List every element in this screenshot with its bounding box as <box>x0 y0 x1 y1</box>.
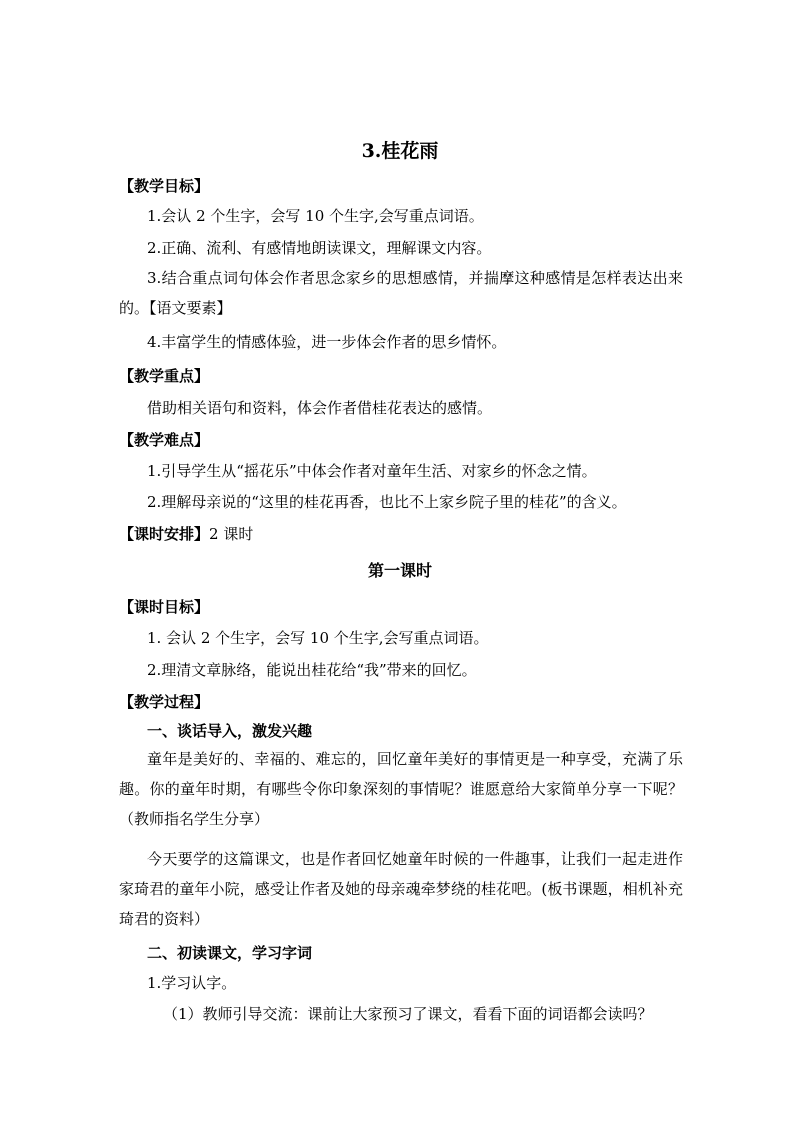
key-points-text: 借助相关语句和资料，体会作者借桂花表达的感情。 <box>147 399 493 417</box>
difficulty-item-2: 2.理解母亲说的“这里的桂花再香，也比不上家乡院子里的桂花”的含义。 <box>147 493 627 511</box>
lesson1-objectives-heading: 【课时目标】 <box>119 598 210 616</box>
process-heading: 【教学过程】 <box>119 693 210 711</box>
objective-item-3: 3.结合重点词句体会作者思念家乡的思想感情，并揣摩这种感情是怎样表达出来的。【语文要素】 <box>119 269 683 317</box>
schedule-heading: 【课时安排】 <box>119 525 210 543</box>
objective-item-1: 1.会认 2 个生字，会写 10 个生字,会写重点词语。 <box>147 207 484 225</box>
step2-heading: 二、初读课文，学习字词 <box>147 944 313 962</box>
step1-paragraph-2: 今天要学的这篇课文，也是作者回忆她童年时候的一件趣事，让我们一起走进作家琦君的童年小院，感受让作者及她的母亲魂牵梦绕的桂花吧。(板书课题，相机补充琦君的资料） <box>119 850 683 928</box>
lesson1-objective-2: 2.理清文章脉络，能说出桂花给“我”带来的回忆。 <box>147 661 477 679</box>
objectives-heading: 【教学目标】 <box>119 177 210 195</box>
schedule-line <box>119 523 689 545</box>
lesson1-title: 第一课时 <box>367 561 432 580</box>
lesson1-objective-1: 1. 会认 2 个生字，会写 10 个生字,会写重点词语。 <box>147 629 489 647</box>
schedule-value: 2 课时 <box>209 525 254 543</box>
step1-paragraph-1: 童年是美好的、幸福的、难忘的，回忆童年美好的事情更是一种享受，充满了乐趣。你的童年时期，有哪些令你印象深刻的事情呢？谁愿意给大家简单分享一下呢？（教师指名学生分享） <box>119 750 683 828</box>
key-points-heading: 【教学重点】 <box>119 367 210 385</box>
objective-item-4: 4.丰富学生的情感体验，进一步体会作者的思乡情怀。 <box>147 333 507 351</box>
step1-heading: 一、谈话导入，激发兴趣 <box>147 722 313 740</box>
lesson-title: 3.桂花雨 <box>361 140 439 162</box>
step2-sub1: 1.学习认字。 <box>147 974 237 992</box>
difficulties-heading: 【教学难点】 <box>119 431 210 449</box>
difficulty-item-1: 1.引导学生从“摇花乐”中体会作者对童年生活、对家乡的怀念之情。 <box>147 462 597 480</box>
step2-sub1a: （1）教师引导交流：课前让大家预习了课文，看看下面的词语都会读吗？ <box>163 1005 653 1023</box>
objective-item-2: 2.正确、流利、有感情地朗读课文，理解课文内容。 <box>147 239 492 257</box>
